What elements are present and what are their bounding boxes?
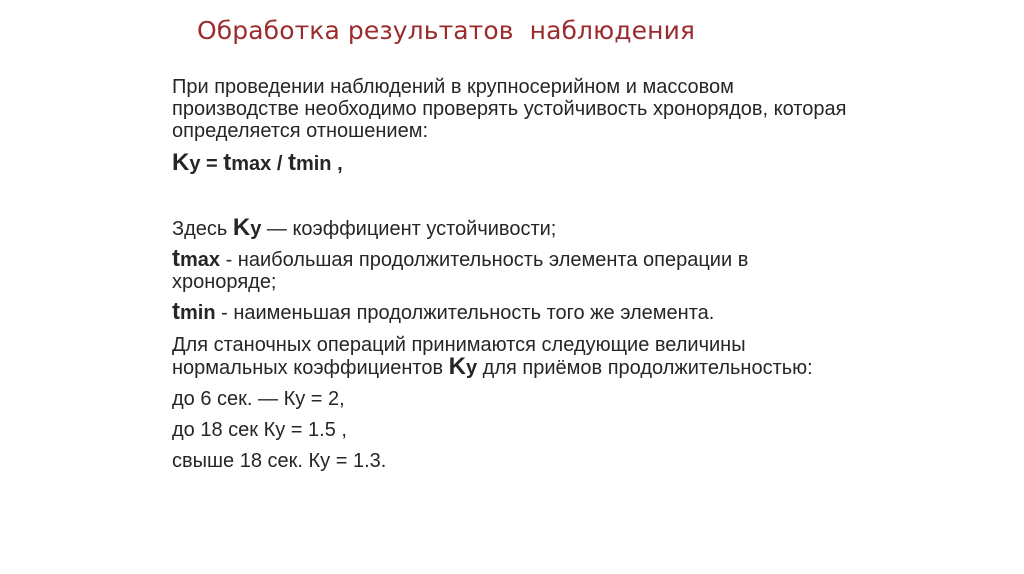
norm-before: Для станочных операций принимаются следующие величины нормальных коэффициентов xyxy=(172,334,746,379)
formula-tail: , xyxy=(331,153,343,175)
formula-t1: t xyxy=(223,149,232,176)
formula-k: K xyxy=(172,149,190,176)
definition-ky-text: — коэффициент устойчивости; xyxy=(261,218,557,240)
formula-t2-sub: min xyxy=(295,153,332,175)
value-line-3: свыше 18 сек. Ку = 1.3. xyxy=(172,450,387,472)
definition-tmin-t: t xyxy=(172,298,180,325)
intro-paragraph: При проведении наблюдений в крупносерийном и массовом производстве необходимо проверять устойчивость хронорядов, которая определяется отношением: xyxy=(172,76,847,142)
value-line-1: до 6 сек. — Ку = 2, xyxy=(172,388,345,410)
definition-tmax xyxy=(172,245,852,293)
formula-slash: / xyxy=(271,153,288,175)
definition-ky-k-sub: y xyxy=(250,218,262,240)
definition-tmax-t: t xyxy=(172,245,180,272)
formula-eq: = xyxy=(200,153,224,175)
slide-body xyxy=(172,76,852,472)
norm-paragraph xyxy=(172,334,852,379)
definition-tmin-text: - наименьшая продолжительность того же элемента. xyxy=(215,302,715,324)
definition-tmax-text: - наибольшая продолжительность элемента операции в хроноряде; xyxy=(172,249,749,293)
definition-ky-prefix: Здесь xyxy=(172,218,233,240)
definition-ky xyxy=(172,214,852,241)
value-line-2: до 18 сек Ку = 1.5 , xyxy=(172,419,347,441)
definition-ky-k: K xyxy=(232,214,251,241)
definition-tmax-sub: max xyxy=(180,249,221,271)
norm-after: для приёмов продолжительностью: xyxy=(477,357,813,379)
slide-title: Обработка результатов наблюдения xyxy=(197,16,696,45)
formula-k-sub: y xyxy=(189,153,201,175)
formula-t2: t xyxy=(287,149,296,176)
formula xyxy=(172,149,852,176)
norm-k-sub: y xyxy=(466,357,478,379)
formula-t1-sub: max xyxy=(231,153,272,175)
definition-tmin xyxy=(172,298,852,325)
norm-k: K xyxy=(448,353,466,380)
definition-tmin-sub: min xyxy=(180,302,216,324)
